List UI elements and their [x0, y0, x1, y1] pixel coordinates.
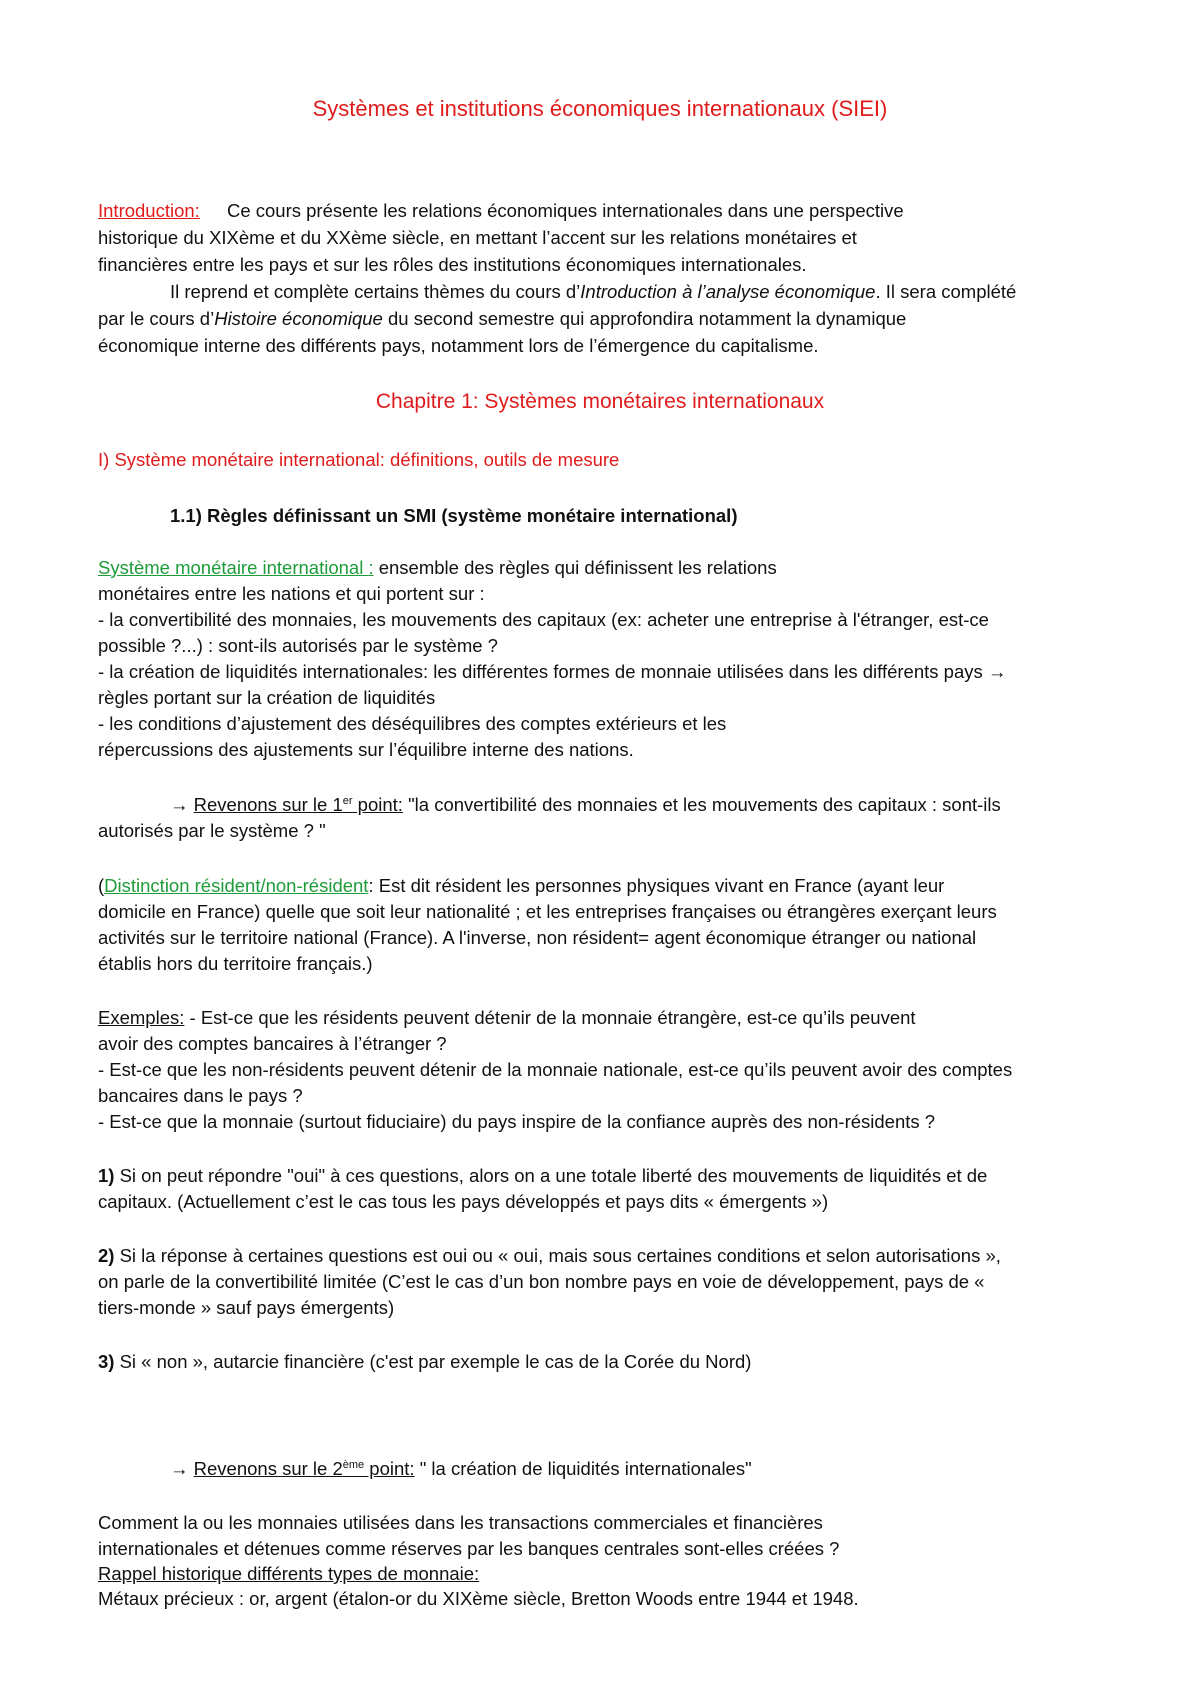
- case3-line-1: 3) Si « non », autarcie financière (c'est par exemple le cas de la Corée du Nord): [98, 1351, 752, 1372]
- smi-line-2: monétaires entre les nations et qui portent sur :: [98, 583, 485, 604]
- intro-line-5: par le cours d’Histoire économique du second semestre qui approfondira notamment la dynamique: [98, 308, 907, 329]
- document-title: Systèmes et institutions économiques internationaux (SIEI): [312, 96, 888, 121]
- distinction-line-4: établis hors du territoire français.): [98, 953, 373, 974]
- intro-line-4: Il reprend et complète certains thèmes du cours d’Introduction à l’analyse économique. Il sera complété: [170, 281, 1017, 302]
- case2-line-1: 2) Si la réponse à certaines questions est oui ou « oui, mais sous certaines conditions et selon autorisations »,: [98, 1245, 1001, 1266]
- arrow-icon: →: [170, 1458, 194, 1479]
- smi-line-1: Système monétaire international : ensemble des règles qui définissent les relations: [98, 557, 777, 578]
- exemples-line-3: - Est-ce que les non-résidents peuvent détenir de la monnaie nationale, est-ce qu’ils peuvent avoir des comptes: [98, 1059, 1013, 1080]
- distinction-term: Distinction résident/non-résident: [104, 875, 369, 896]
- case2-line-2: on parle de la convertibilité limitée (C’est le cas d’un bon nombre pays en voie de développement, pays de «: [98, 1271, 985, 1292]
- rappel-heading: Rappel historique différents types de monnaie:: [98, 1563, 480, 1584]
- point2-label: Revenons sur le 2ème point:: [193, 1458, 415, 1479]
- closing-line-1: Comment la ou les monnaies utilisées dans les transactions commerciales et financières: [98, 1512, 823, 1533]
- smi-line-5: - la création de liquidités internationales: les différentes formes de monnaie utilisées dans les différents pays →: [98, 661, 1007, 682]
- point1-line-2: autorisés par le système ? ": [98, 820, 326, 841]
- subsection-heading: 1.1) Règles définissant un SMI (système monétaire international): [170, 505, 738, 526]
- point1-label: Revenons sur le 1er point:: [193, 794, 403, 815]
- course-title-intro: Introduction à l’analyse économique: [580, 281, 876, 302]
- point1-line-1: → Revenons sur le 1er point: "la convertibilité des monnaies et les mouvements des capitaux : sont-ils: [170, 794, 1001, 815]
- case1-line-1: 1) Si on peut répondre "oui" à ces questions, alors on a une totale liberté des mouvements de liquidités et de: [98, 1165, 988, 1186]
- smi-line-8: répercussions des ajustements sur l’équilibre interne des nations.: [98, 739, 634, 760]
- smi-line-6: règles portant sur la création de liquidités: [98, 687, 436, 708]
- point2-line-1: → Revenons sur le 2ème point: " la création de liquidités internationales": [170, 1458, 752, 1479]
- distinction-line-1: (Distinction résident/non-résident: Est dit résident les personnes physiques vivant en France (ayant leur: [98, 875, 945, 896]
- intro-label: Introduction:: [98, 200, 200, 221]
- smi-line-7: - les conditions d’ajustement des déséquilibres des comptes extérieurs et les: [98, 713, 727, 734]
- intro-line-2: historique du XIXème et du XXème siècle, en mettant l’accent sur les relations monétaires et: [98, 227, 857, 248]
- case1-line-2: capitaux. (Actuellement c’est le cas tous les pays développés et pays dits « émergents »): [98, 1191, 829, 1212]
- distinction-line-2: domicile en France) quelle que soit leur nationalité ; et les entreprises françaises ou étrangères exerçant leurs: [98, 901, 997, 922]
- exemples-line-4: bancaires dans le pays ?: [98, 1085, 303, 1106]
- chapter-heading: Chapitre 1: Systèmes monétaires internationaux: [375, 390, 825, 413]
- exemples-line-5: - Est-ce que la monnaie (surtout fiduciaire) du pays inspire de la confiance auprès des non-résidents ?: [98, 1111, 936, 1132]
- intro-line-3: financières entre les pays et sur les rôles des institutions économiques internationales.: [98, 254, 807, 275]
- arrow-icon: →: [170, 794, 194, 815]
- smi-line-3: - la convertibilité des monnaies, les mouvements des capitaux (ex: acheter une entreprise à l'étranger, est-ce: [98, 609, 989, 630]
- smi-line-4: possible ?...) : sont-ils autorisés par le système ?: [98, 635, 498, 656]
- course-title-histoire: Histoire économique: [214, 308, 383, 329]
- intro-line-6: économique interne des différents pays, notamment lors de l’émergence du capitalisme.: [98, 335, 819, 356]
- smi-term: Système monétaire international :: [98, 557, 374, 578]
- exemples-line-2: avoir des comptes bancaires à l’étranger ?: [98, 1033, 447, 1054]
- section-heading: I) Système monétaire international: définitions, outils de mesure: [98, 449, 620, 470]
- exemples-label: Exemples:: [98, 1007, 185, 1028]
- closing-line-2: internationales et détenues comme réserves par les banques centrales sont-elles créées ?: [98, 1538, 840, 1559]
- exemples-line-1: Exemples: - Est-ce que les résidents peuvent détenir de la monnaie étrangère, est-ce qu’ils peuvent: [98, 1007, 916, 1028]
- intro-line-1: Introduction: Ce cours présente les relations économiques internationales dans une perspective: [98, 200, 904, 221]
- case2-line-3: tiers-monde » sauf pays émergents): [98, 1297, 395, 1318]
- closing-line-4: Métaux précieux : or, argent (étalon-or du XIXème siècle, Bretton Woods entre 1944 et 1948.: [98, 1588, 859, 1609]
- distinction-line-3: activités sur le territoire national (France). A l'inverse, non résident= agent économique étranger ou national: [98, 927, 977, 948]
